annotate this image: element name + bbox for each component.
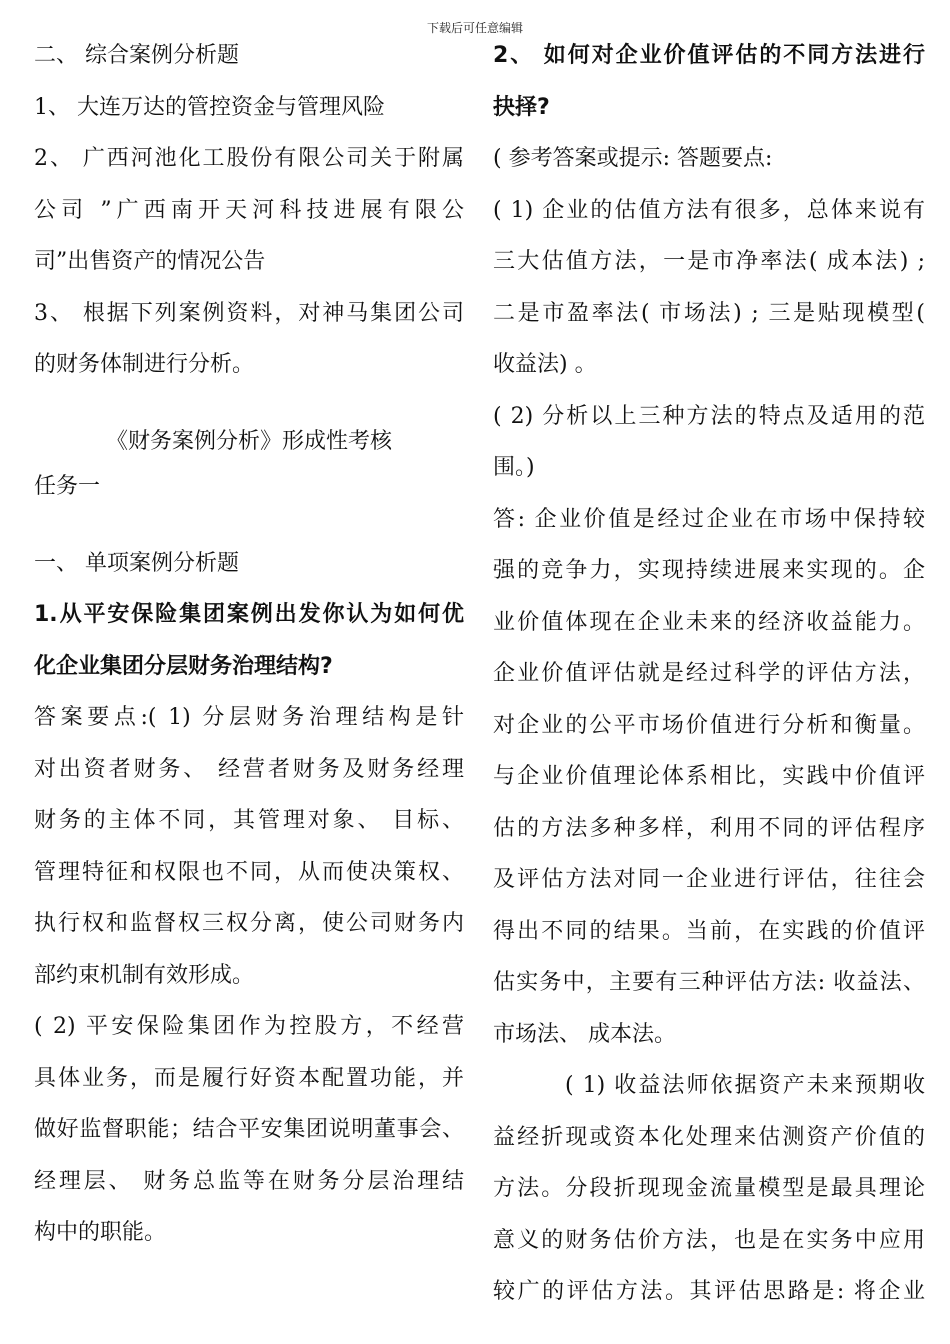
hint-line2: ( 1) 企业的估值方法有很多，总体来说有 bbox=[493, 197, 925, 223]
answer-line9: 得出不同的结果。当前，在实践的价值评 bbox=[493, 918, 925, 944]
answer-1-line4: 管理特征和权限也不同，从而使决策权、 bbox=[34, 859, 464, 885]
left-column bbox=[34, 30, 464, 1259]
question-1-line2: 化企业集团分层财务治理结构? bbox=[34, 653, 333, 679]
section-heading-single: 一、 单项案例分析题 bbox=[34, 550, 239, 576]
answer-2-line5: 构中的职能。 bbox=[34, 1220, 167, 1245]
answer-line4: 企业价值评估就是经过科学的评估方法， bbox=[493, 661, 925, 686]
answer-line6: 与企业价值理论体系相比，实践中价值评 bbox=[493, 764, 925, 789]
method-1-line2: 益经折现或资本化处理来估测资产价值的 bbox=[493, 1124, 925, 1150]
case-item-3-line1: 3、 根据下列案例资料，对神马集团公司 bbox=[34, 300, 464, 326]
case-item-2-line1: 2、 广西河池化工股份有限公司关于附属 bbox=[34, 146, 464, 171]
method-1-line4: 意义的财务估价方法，也是在实务中应用 bbox=[493, 1227, 925, 1253]
answer-line7: 估的方法多种多样，利用不同的评估程序 bbox=[493, 815, 925, 841]
assessment-title: 《财务案例分析》形成性考核 bbox=[105, 428, 392, 454]
case-item-3-line2: 的财务体制进行分析。 bbox=[34, 352, 255, 377]
case-item-2-line2: 公司 ”广西南开天河科技进展有限公 bbox=[34, 197, 464, 223]
hint-line4: 二是市盈率法( 市场法) ; 三是贴现模型( bbox=[493, 300, 925, 326]
answer-2-line2: 具体业务，而是履行好资本配置功能，并 bbox=[34, 1065, 464, 1091]
case-item-1: 1、 大连万达的管控资金与管理风险 bbox=[34, 94, 385, 120]
answer-2-line4: 经理层、 财务总监等在财务分层治理结 bbox=[34, 1168, 464, 1194]
hint-line7: 围。) bbox=[493, 455, 535, 480]
header-note: 下载后可任意编辑 bbox=[426, 21, 523, 35]
hint-line3: 三大估值方法，一是市净率法( 成本法) ; bbox=[493, 249, 925, 274]
answer-line5: 对企业的公平市场价值进行分析和衡量。 bbox=[493, 712, 925, 738]
case-item-2-line3: 司”出售资产的情况公告 bbox=[34, 249, 266, 274]
answer-line10: 估实务中，主要有三种评估方法: 收益法、 bbox=[493, 970, 925, 995]
question-2-line2: 抉择? bbox=[493, 94, 550, 120]
answer-line11: 市场法、 成本法。 bbox=[493, 1021, 676, 1047]
hint-line1: ( 参考答案或提示: 答题要点: bbox=[493, 146, 773, 171]
answer-1-line2: 对出资者财务、 经营者财务及财务经理 bbox=[34, 756, 464, 782]
answer-1-line5: 执行权和监督权三权分离，使公司财务内 bbox=[34, 911, 464, 936]
question-1-line1: 1.从平安保险集团案例出发你认为如何优 bbox=[34, 602, 464, 627]
answer-1-line3: 财务的主体不同，其管理对象、 目标、 bbox=[34, 808, 464, 833]
answer-line3: 业价值体现在企业未来的经济收益能力。 bbox=[493, 609, 925, 635]
answer-line1: 答: 企业价值是经过企业在市场中保持较 bbox=[493, 506, 925, 532]
answer-1-line1: 答案要点:( 1) 分层财务治理结构是针 bbox=[34, 705, 464, 730]
task-label: 任务一 bbox=[34, 474, 101, 499]
right-column bbox=[493, 30, 925, 1318]
section-heading-comprehensive: 二、 综合案例分析题 bbox=[34, 43, 239, 68]
question-2-line1: 2、 如何对企业价值评估的不同方法进行 bbox=[493, 43, 925, 68]
method-1-line1: ( 1) 收益法师依据资产未来预期收 bbox=[565, 1073, 925, 1098]
answer-1-line6: 部约束机制有效形成。 bbox=[34, 962, 255, 988]
method-1-line3: 方法。分段折现现金流量模型是最具理论 bbox=[493, 1176, 925, 1201]
answer-line2: 强的竞争力，实现持续进展来实现的。企 bbox=[493, 558, 925, 583]
hint-line6: ( 2) 分析以上三种方法的特点及适用的范 bbox=[493, 403, 925, 429]
hint-line5: 收益法) 。 bbox=[493, 352, 597, 377]
answer-2-line1: ( 2) 平安保险集团作为控股方，不经营 bbox=[34, 1014, 464, 1039]
answer-line8: 及评估方法对同一企业进行评估，往往会 bbox=[493, 867, 925, 892]
answer-2-line3: 做好监督职能；结合平安集团说明董事会、 bbox=[34, 1117, 464, 1142]
method-1-line5: 较广的评估方法。其评估思路是: 将企业 bbox=[493, 1279, 925, 1304]
